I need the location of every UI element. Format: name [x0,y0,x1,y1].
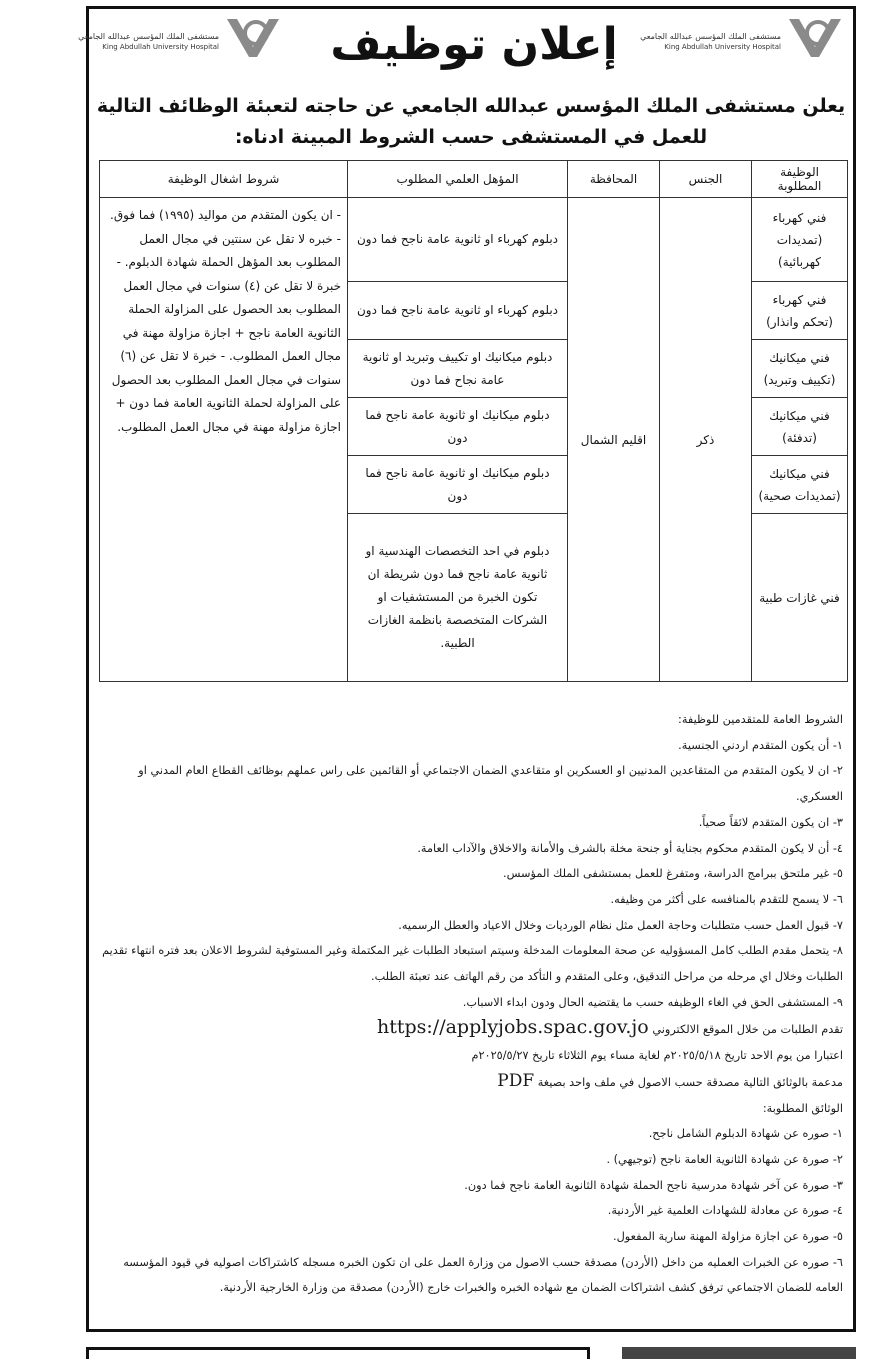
docs-format: PDF [497,1070,535,1091]
header-job: الوظيفة المطلوبة [752,161,848,198]
qualification: دبلوم في احد التخصصات الهندسية او ثانوية عامة ناجح فما دون شريطة ان تكون الخبرة من المستشفيات او الشركات المتخصصة بانظمة الغازات الطبية. [348,514,568,682]
general-item: ٩- المستشفى الحق في الغاء الوظيفه حسب ما يقتضيه الحال ودون ابداء الاسباب. [462,995,843,1009]
header [78,9,853,91]
doc-item: ٢- صورة عن شهادة الثانوية العامة ناجح (توجيهي) . [606,1152,843,1166]
general-item: ٨- يتحمل مقدم الطلب كامل المسؤوليه عن صحة المعلومات المدخلة وسيتم استبعاد الطلبات غير المكتملة وغير المستوفية لشروط الاعلان بعد فتره انتهاء تقديم الطلبات وخلال اي مرحله من مراحل التدقيق، وعلى المتقدم و التأكد من رقم الهاتف عند تعبئة الطلب. [102,944,843,984]
hospital-logo-right [640,15,845,65]
logo-english-name: King Abdullah University Hospital [664,43,781,51]
header-governorate: المحافظة [568,161,660,198]
intro-line-1: يعلن مستشفى الملك المؤسس عبدالله الجامعي عن حاجته لتعبئة الوظائف التالية [96,95,846,117]
general-item: ٣- ان يكون المتقدم لائقاً صحياً. [698,815,843,829]
announcement-frame [78,6,856,1332]
table-row [100,198,848,282]
logo-english-name: King Abdullah University Hospital [102,43,219,51]
next-ad-border-right [622,1347,856,1359]
general-item: ٢- ان لا يكون المتقدم من المتقاعدين المدنيين او العسكرين او متقاعدي الضمان الاجتماعي أو القائمين على راس عملهم بوظائف القطاع العام المدني او العسكري. [138,764,843,804]
general-item: ٤- أن لا يكون المتقدم محكوم بجناية أو جنحة مخلة بالشرف والأمانة والاخلاق والآداب العامة. [417,841,843,855]
header-qualification: المؤهل العلمي المطلوب [348,161,568,198]
table-header-row [100,161,848,198]
page-title: إعلان توظيف [330,19,618,70]
qualification: دبلوم ميكانيك او تكييف وتبريد او ثانوية عامة نجاح فما دون [348,340,568,398]
header-conditions: شروط اشغال الوظيفة [100,161,348,198]
apply-line [99,1015,843,1043]
apply-prefix: تقدم الطلبات من خلال الموقع الالكتروني [652,1023,843,1037]
qualification: دبلوم كهرباء او ثانوية عامة ناجح فما دون [348,198,568,282]
job-title: فني غازات طبية [752,514,848,682]
doc-item: ٣- صورة عن آخر شهادة مدرسية ناجح الحملة شهادة الثانوية العامة ناجح فما دون. [464,1178,843,1192]
doc-item: ١- صوره عن شهادة الدبلوم الشامل ناجح. [648,1127,843,1141]
docs-heading: الوثائق المطلوبة: [762,1101,843,1115]
apply-dates: اعتبارا من يوم الاحد تاريخ ٢٠٢٥/٥/١٨م لغاية مساء يوم الثلاثاء تاريخ ٢٠٢٥/٥/٢٧م [471,1049,843,1063]
job-title: فني ميكانيك (تكييف وتبريد) [752,340,848,398]
governorate-value: اقليم الشمال [568,198,660,682]
qualification: دبلوم كهرباء او ثانوية عامة ناجح فما دون [348,282,568,340]
job-title: فني كهرباء (تمديدات كهربائية) [752,198,848,282]
gender-value: ذكر [660,198,752,682]
general-conditions [99,707,843,1301]
apply-url-link[interactable]: https://applyjobs.spac.gov.jo [376,1016,649,1039]
logo-arabic-name: مستشفى الملك المؤسس عبدالله الجامعي [640,32,781,41]
general-item: ٦- لا يسمح للتقدم بالمنافسه على أكثر من وظيفه. [610,892,843,906]
doc-item: ٦- صوره عن الخبرات العمليه من داخل (الأردن) مصدقة حسب الاصول من وزارة العمل على ان تكون الخبره مسجله كاشتراكات اصوليه في قيود المؤسسه العامه للضمان الاجتماعي ترفق كشف اشتراكات الضمان مع شهاده الخبره والخبرات خارج (الأردن) مصدقة من وزارة الخارجية الأردنية. [123,1255,843,1295]
job-title: فني ميكانيك (تدفئة) [752,398,848,456]
doc-item: ٥- صورة عن اجازة مزاولة المهنة سارية المفعول. [612,1230,843,1244]
qualification: دبلوم ميكانيك او ثانوية عامة ناجح فما دون [348,456,568,514]
job-title: فني ميكانيك (تمديدات صحية) [752,456,848,514]
general-heading: الشروط العامة للمتقدمين للوظيفة: [678,713,843,726]
hospital-logo-icon [223,15,283,61]
hospital-logo-left [78,15,283,65]
logo-arabic-name: مستشفى الملك المؤسس عبدالله الجامعي [78,32,219,41]
job-title: فني كهرباء (تحكم وانذار) [752,282,848,340]
hospital-logo-icon [785,15,845,61]
header-gender: الجنس [660,161,752,198]
general-item: ٧- قبول العمل حسب متطلبات وحاجة العمل مثل نظام الورديات وخلال الاعياد والعطل الرسميه. [398,918,843,932]
docs-line [99,1069,843,1096]
intro-text [93,91,849,153]
jobs-table [99,160,848,682]
doc-item: ٤- صورة عن معادلة للشهادات العلمية غير الأردنية. [607,1204,843,1218]
docs-prefix: مدعمة بالوثائق التالية مصدقة حسب الاصول في ملف واحد بصيغة [537,1075,843,1089]
qualification: دبلوم ميكانيك او ثانوية عامة ناجح فما دون [348,398,568,456]
next-ad-border-left [86,1347,590,1359]
general-item: ١- أن يكون المتقدم اردني الجنسية. [678,738,843,752]
job-conditions: - ان يكون المتقدم من مواليد (١٩٩٥) فما فوق. - خبره لا تقل عن سنتين في مجال العمل المطلوب بعد المؤهل الحملة شهادة الدبلوم. - خبرة لا تقل عن (٤) سنوات في مجال العمل المطلوب بعد الحصول على المزاولة الحملة الثانوية العامة ناجح + اجازة مزاولة مهنة في مجال العمل المطلوب. - خبرة لا تقل عن (٦) سنوات في مجال العمل المطلوب بعد الحصول على المزاولة لحملة الثانوية العامة فما دون + اجازة مزاولة مهنة في مجال العمل المطلوب. [100,198,348,682]
general-item: ٥- غير ملتحق ببرامج الدراسة، ومتفرغ للعمل بمستشفى الملك المؤسس. [503,867,843,881]
intro-line-2: للعمل في المستشفى حسب الشروط المبينة ادناه: [234,126,708,148]
